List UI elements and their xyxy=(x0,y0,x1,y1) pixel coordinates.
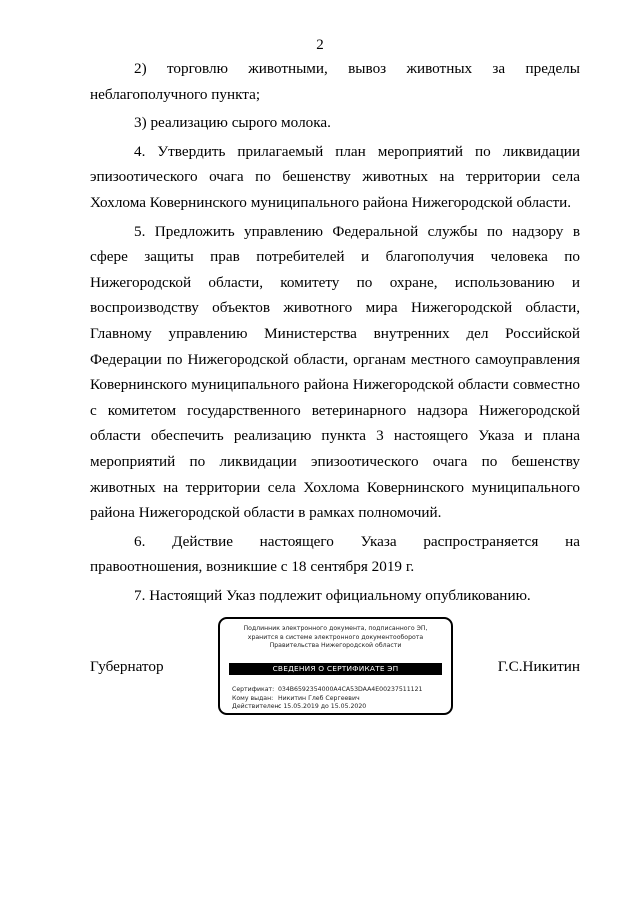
signatory-name: Г.С.Никитин xyxy=(497,658,580,675)
stamp-header xyxy=(220,625,451,651)
stamp-header-line: хранится в системе электронного документооборота xyxy=(247,633,424,641)
document-body xyxy=(90,56,580,608)
certificate-details xyxy=(232,686,422,712)
electronic-signature-stamp xyxy=(218,617,453,715)
paragraph-clause-6: 6. Действие настоящего Указа распространяется на правоотношения, возникшие с 18 сентября 2019 г. xyxy=(90,532,580,576)
signatory-title: Губернатор xyxy=(90,658,164,675)
paragraph-clause-4: 4. Утвердить прилагаемый план мероприятий по ликвидации эпизоотического очага по бешенству животных на территории села Хохлома Ковернинского муниципального района Нижегородской области. xyxy=(90,142,580,211)
certificate-label: Сертификат: xyxy=(232,686,275,693)
certificate-value: 034B6592354000A4CA53DAA4E00237511121 xyxy=(278,686,423,693)
stamp-header-line: Правительства Нижегородской области xyxy=(269,642,402,650)
issued-to-label: Кому выдан: xyxy=(232,694,274,702)
validity-label: Действителен: xyxy=(232,703,281,711)
paragraph-clause-7: 7. Настоящий Указ подлежит официальному опубликованию. xyxy=(134,586,531,604)
issued-to-value: Никитин Глеб Сергеевич xyxy=(278,694,360,702)
page-number: 2 xyxy=(316,37,324,53)
stamp-header-line: Подлинник электронного документа, подписанного ЭП, xyxy=(243,625,428,632)
paragraph-item-3: 3) реализацию сырого молока. xyxy=(134,114,331,132)
paragraph-item-2: 2) торговлю животными, вывоз животных за пределы неблагополучного пункта; xyxy=(90,60,580,103)
stamp-banner: СВЕДЕНИЯ О СЕРТИФИКАТЕ ЭП xyxy=(229,663,442,675)
issued-to-row xyxy=(232,695,422,704)
certificate-row xyxy=(232,686,422,695)
paragraph-clause-5: 5. Предложить управлению Федеральной службы по надзору в сфере защиты прав потребителей и благополучия человека по Нижегородской области, комитету по охране, использованию и воспроизводству объектов животного мира Нижегородской области, Главному управлению Министерства внутренних дел Российской Федерации по Нижегородской области, органам местного самоуправления Ковернинского муниципального района Нижегородской области совместно с комитетом государственного ветеринарного надзора Нижегородской области обеспечить реализацию пункта 3 настоящего Указа и плана мероприятий по ликвидации эпизоотического очага по бешенству животных на территории села Хохлома Ковернинского муниципального района Нижегородской области в рамках полномочий. xyxy=(90,222,580,522)
validity-row xyxy=(232,703,422,712)
validity-value: с 15.05.2019 до 15.05.2020 xyxy=(278,703,367,711)
signature-block xyxy=(0,615,640,725)
